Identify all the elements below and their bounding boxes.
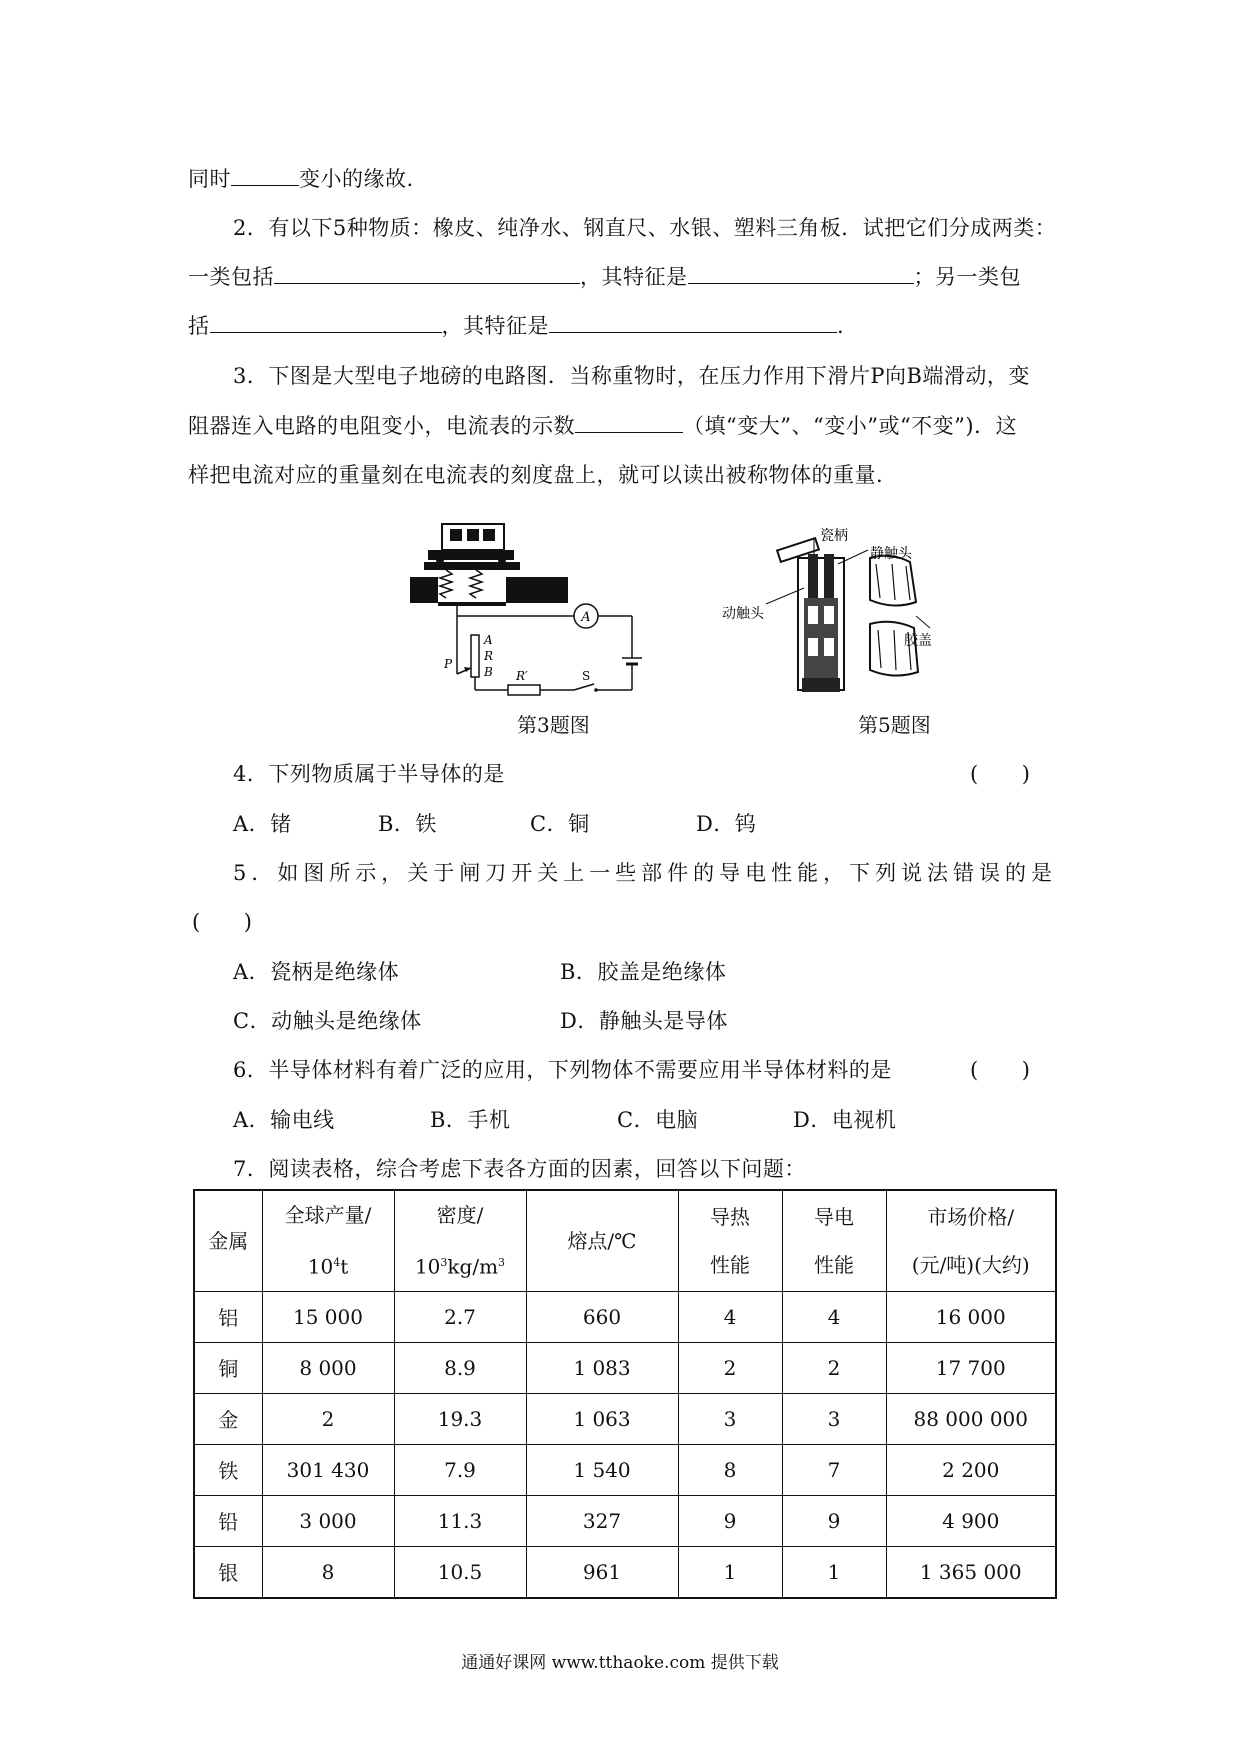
- rheostat-icon: [471, 635, 479, 677]
- q6-option-b[interactable]: B．手机: [430, 1108, 511, 1132]
- figure-5-knife-switch: [720, 528, 960, 698]
- q3-l2a: 阻器连入电路的电阻变小，电流表的示数: [188, 414, 575, 438]
- header-melting: 熔点/℃: [526, 1190, 678, 1291]
- q2-l2a: 一类包括: [188, 265, 274, 289]
- q5-stem-text: 5．如图所示，关于闸刀开关上一些部件的导电性能，下列说法错误的是: [233, 861, 1055, 885]
- header-output: 全球产量/ $10^4t$: [262, 1190, 394, 1291]
- label-handle: 瓷柄: [820, 528, 848, 544]
- spring-right: [470, 570, 482, 598]
- q2-l2b: ，其特征是: [580, 265, 688, 289]
- label-p: P: [444, 657, 453, 671]
- q1-tail: [188, 163, 414, 193]
- q5-stem: [233, 857, 1055, 887]
- q4-bracket[interactable]: ( ): [970, 762, 1031, 786]
- q1-blank[interactable]: [231, 165, 299, 186]
- q2-blank-4[interactable]: [549, 312, 837, 333]
- ammeter-label: A: [581, 610, 591, 625]
- figure-3-circuit: [410, 520, 660, 700]
- figure-3-caption: 第3题图: [517, 713, 590, 737]
- q2-line3: [188, 310, 844, 340]
- label-r-prime: R′: [516, 669, 528, 683]
- q5-option-a[interactable]: A．瓷柄是绝缘体: [233, 960, 400, 984]
- q3-l2b: （填“变大”、“变小”或“不变”)．这: [683, 414, 1018, 438]
- page-footer: 通通好课网 www.tthaoke.com 提供下载: [461, 1653, 779, 1673]
- q6-stem: 6．半导体材料有着广泛的应用，下列物体不需要应用半导体材料的是: [233, 1058, 892, 1082]
- label-b: B: [484, 665, 493, 679]
- q4-option-a[interactable]: A．锗: [233, 812, 292, 836]
- q2-l2c: ；另一类包: [913, 265, 1021, 289]
- table-row: 铁 301 430 7.9 1 540 8 7 2 200: [194, 1444, 1056, 1495]
- q2-blank-2[interactable]: [688, 263, 914, 284]
- truck-icon: [428, 524, 514, 564]
- scale-platform: [424, 562, 520, 570]
- table-row: 铅 3 000 11.3 327 9 9 4 900: [194, 1495, 1056, 1546]
- q2-line2: [188, 261, 1021, 291]
- header-thermal: 导热 性能: [678, 1190, 782, 1291]
- q5-option-b[interactable]: B．胶盖是绝缘体: [560, 960, 727, 984]
- rubber-cover-icon: [870, 556, 918, 676]
- header-density: 密度/ $10^3kg/m^3$: [394, 1190, 526, 1291]
- resistor-icon: [508, 685, 540, 695]
- q6-bracket[interactable]: ( ): [970, 1058, 1031, 1082]
- label-cover: 胶盖: [904, 633, 932, 649]
- table-row: 银 8 10.5 961 1 1 1 365 000: [194, 1546, 1056, 1598]
- q5-option-d[interactable]: D．静触头是导体: [560, 1009, 728, 1033]
- metals-table: [193, 1189, 1057, 1599]
- ground-left: [410, 577, 438, 603]
- switch-icon: [574, 684, 594, 690]
- q6-option-d[interactable]: D．电视机: [793, 1108, 897, 1132]
- table-header-row: [194, 1190, 1056, 1291]
- q2-l3a: 括: [188, 314, 210, 338]
- q1-pre: 同时: [188, 167, 231, 191]
- q5-option-c[interactable]: C．动触头是绝缘体: [233, 1009, 422, 1033]
- q2-l3b: ，其特征是: [441, 314, 549, 338]
- q2-blank-1[interactable]: [274, 263, 580, 284]
- q4-stem: 4．下列物质属于半导体的是: [233, 762, 505, 786]
- q3-line1: 3．下图是大型电子地磅的电路图．当称重物时，在压力作用下滑片P向B端滑动，变: [233, 364, 1030, 388]
- q7-stem: 7．阅读表格，综合考虑下表各方面的因素，回答以下问题：: [233, 1157, 806, 1181]
- header-metal: 金属: [194, 1190, 262, 1291]
- spring-left: [440, 570, 452, 598]
- q4-option-d[interactable]: D．钨: [696, 812, 757, 836]
- q2-l3c: .: [837, 314, 845, 338]
- knife-switch-body-icon: [798, 558, 844, 692]
- label-r: R: [484, 649, 494, 663]
- table-row: 金 2 19.3 1 063 3 3 88 000 000: [194, 1393, 1056, 1444]
- q4-option-c[interactable]: C．铜: [530, 812, 590, 836]
- table-row: 铝 15 000 2.7 660 4 4 16 000: [194, 1291, 1056, 1342]
- figure-5-caption: 第5题图: [858, 713, 931, 737]
- q6-option-a[interactable]: A．输电线: [233, 1108, 335, 1132]
- ground-right: [506, 577, 568, 603]
- label-moving: 动触头: [722, 606, 764, 622]
- q2-blank-3[interactable]: [210, 312, 442, 333]
- q3-line2: [188, 410, 1017, 440]
- q2-line1: 2．有以下5种物质：橡皮、纯净水、钢直尺、水银、塑料三角板．试把它们分成两类：: [233, 216, 1057, 240]
- label-static: 静触头: [870, 546, 912, 562]
- label-a: A: [484, 633, 493, 647]
- label-s: S: [582, 669, 591, 683]
- q6-option-c[interactable]: C．电脑: [617, 1108, 699, 1132]
- q4-option-b[interactable]: B．铁: [378, 812, 437, 836]
- header-price: 市场价格/ (元/吨)(大约): [886, 1190, 1056, 1291]
- q3-blank[interactable]: [575, 412, 683, 433]
- q5-bracket[interactable]: ( ): [192, 910, 253, 934]
- q3-line3: 样把电流对应的重量刻在电流表的刻度盘上，就可以读出被称物体的重量.: [188, 463, 884, 487]
- q1-post: 变小的缘故.: [299, 167, 414, 191]
- header-electric: 导电 性能: [782, 1190, 886, 1291]
- table-row: 铜 8 000 8.9 1 083 2 2 17 700: [194, 1342, 1056, 1393]
